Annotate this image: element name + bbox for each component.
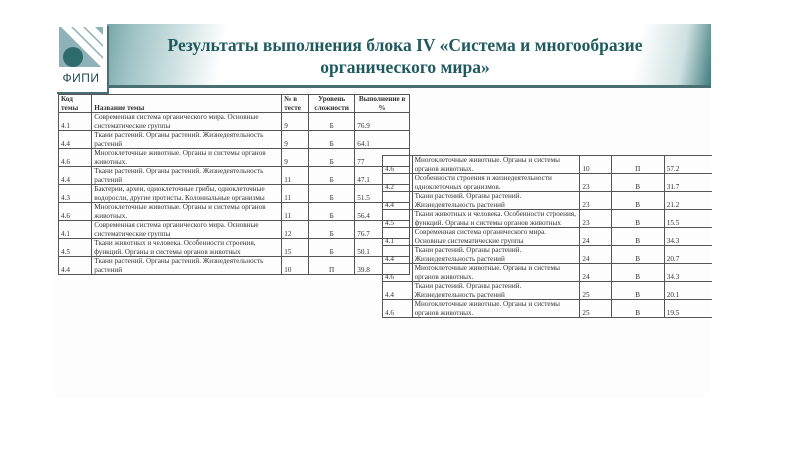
cell-level: П xyxy=(309,257,355,275)
cell-level: В xyxy=(611,246,664,264)
cell-name: Ткани растений. Органы растений. Жизнедеятельность растений xyxy=(92,167,282,185)
cell-code: 4.6 xyxy=(59,149,92,167)
cell-task-no: 9 xyxy=(282,131,309,149)
table-row xyxy=(383,192,713,210)
cell-task-no: 10 xyxy=(580,156,611,174)
cell-percent: 50.1 xyxy=(355,239,410,257)
cell-code: 4.6 xyxy=(383,156,413,174)
header-code: Код темы xyxy=(59,95,92,113)
cell-task-no: 10 xyxy=(282,257,309,275)
cell-code: 4.2 xyxy=(383,174,413,192)
table-row xyxy=(383,246,713,264)
cell-percent: 20.1 xyxy=(664,282,712,300)
cell-percent: 56.4 xyxy=(355,203,410,221)
results-table-left xyxy=(58,94,410,275)
cell-task-no: 24 xyxy=(580,264,611,282)
cell-name: Многоклеточные животные. Органы и системы органов животных. xyxy=(412,264,580,282)
cell-code: 4.1 xyxy=(59,221,92,239)
cell-percent: 19.5 xyxy=(664,300,712,318)
cell-task-no: 12 xyxy=(282,221,309,239)
table-row xyxy=(59,167,410,185)
cell-task-no: 23 xyxy=(580,192,611,210)
cell-code: 4.6 xyxy=(383,300,413,318)
cell-level: Б xyxy=(309,221,355,239)
cell-code: 4.5 xyxy=(59,239,92,257)
cell-name: Многоклеточные животные. Органы и системы органов животных. xyxy=(412,156,580,174)
table-row xyxy=(59,149,410,167)
cell-task-no: 9 xyxy=(282,113,309,131)
logo-emblem-icon xyxy=(59,27,103,67)
cell-code: 4.4 xyxy=(383,282,413,300)
cell-percent: 57.2 xyxy=(664,156,712,174)
cell-task-no: 23 xyxy=(580,210,611,228)
table-row xyxy=(59,185,410,203)
cell-level: В xyxy=(611,174,664,192)
cell-code: 4.4 xyxy=(383,246,413,264)
cell-level: В xyxy=(611,300,664,318)
table-row xyxy=(383,174,713,192)
cell-name: Современная система органического мира. Основные систематические группы xyxy=(92,113,282,131)
cell-level: Б xyxy=(309,131,355,149)
cell-code: 4.4 xyxy=(59,131,92,149)
header-name: Название темы xyxy=(92,95,282,113)
cell-task-no: 25 xyxy=(580,282,611,300)
table-header-row xyxy=(59,95,410,113)
cell-level: Б xyxy=(309,113,355,131)
table-row xyxy=(383,300,713,318)
slide xyxy=(55,24,711,398)
header-level: Уровень сложности xyxy=(309,95,355,113)
table-row xyxy=(59,239,410,257)
cell-task-no: 11 xyxy=(282,185,309,203)
header-percent: Выполнение в % xyxy=(355,95,410,113)
cell-code: 4.1 xyxy=(383,228,413,246)
table-row xyxy=(59,257,410,275)
cell-task-no: 11 xyxy=(282,203,309,221)
cell-name: Особенности строения и жизнедеятельности одноклеточных организмов. xyxy=(412,174,580,192)
cell-level: П xyxy=(611,156,664,174)
cell-level: Б xyxy=(309,239,355,257)
cell-percent: 20.7 xyxy=(664,246,712,264)
cell-percent: 34.3 xyxy=(664,228,712,246)
cell-name: Бактерии, археи, одноклеточные грибы, одноклеточные водоросли, другие протисты. Колониальные организмы xyxy=(92,185,282,203)
cell-code: 4.3 xyxy=(59,185,92,203)
cell-percent: 76.9 xyxy=(355,113,410,131)
results-table-right xyxy=(382,155,712,318)
cell-percent: 47.1 xyxy=(355,167,410,185)
cell-task-no: 9 xyxy=(282,149,309,167)
cell-task-no: 24 xyxy=(580,246,611,264)
fipi-logo xyxy=(55,24,107,92)
cell-level: В xyxy=(611,264,664,282)
cell-level: В xyxy=(611,228,664,246)
table-row xyxy=(59,221,410,239)
cell-percent: 15.5 xyxy=(664,210,712,228)
page-title: Результаты выполнения блока IV «Система и многообразие органического мира» xyxy=(167,35,643,77)
cell-level: В xyxy=(611,210,664,228)
cell-name: Ткани растений. Органы растений. Жизнедеятельность растений xyxy=(412,192,580,210)
cell-percent: 39.8 xyxy=(355,257,410,275)
cell-code: 4.1 xyxy=(59,113,92,131)
cell-task-no: 25 xyxy=(580,300,611,318)
cell-code: 4.6 xyxy=(59,203,92,221)
cell-code: 4.4 xyxy=(59,167,92,185)
table-row xyxy=(383,228,713,246)
header-task-no: № в тесте xyxy=(282,95,309,113)
cell-level: В xyxy=(611,192,664,210)
cell-name: Ткани животных и человека. Особенности строения, функций. Органы и системы органов животных xyxy=(92,239,282,257)
cell-level: Б xyxy=(309,203,355,221)
cell-name: Ткани растений. Органы растений. Жизнедеятельность растений xyxy=(92,257,282,275)
cell-task-no: 23 xyxy=(580,174,611,192)
table-row xyxy=(59,131,410,149)
cell-name: Многоклеточные животные. Органы и системы органов животных. xyxy=(92,149,282,167)
cell-level: Б xyxy=(309,149,355,167)
logo-circle xyxy=(63,47,83,67)
table-row xyxy=(383,282,713,300)
cell-name: Ткани растений. Органы растений. Жизнедеятельность растений xyxy=(412,246,580,264)
cell-task-no: 11 xyxy=(282,167,309,185)
cell-name: Современная система органического мира. Основные систематические группы xyxy=(92,221,282,239)
table-row xyxy=(383,156,713,174)
cell-task-no: 15 xyxy=(282,239,309,257)
cell-code: 4.4 xyxy=(383,192,413,210)
table-row xyxy=(59,203,410,221)
cell-percent: 64.1 xyxy=(355,131,410,149)
cell-name: Многоклеточные животные. Органы и системы органов животных. xyxy=(92,203,282,221)
cell-name: Современная система органического мира. Основные систематические группы xyxy=(412,228,580,246)
cell-level: Б xyxy=(309,167,355,185)
cell-name: Ткани растений. Органы растений. Жизнедеятельность растений xyxy=(412,282,580,300)
cell-percent: 34.3 xyxy=(664,264,712,282)
cell-percent: 51.5 xyxy=(355,185,410,203)
cell-name: Ткани растений. Органы растений. Жизнедеятельность растений xyxy=(92,131,282,149)
cell-percent: 76.7 xyxy=(355,221,410,239)
cell-level: Б xyxy=(309,185,355,203)
cell-percent: 77 xyxy=(355,149,410,167)
header-divider xyxy=(55,85,711,88)
cell-percent: 21.2 xyxy=(664,192,712,210)
cell-name: Многоклеточные животные. Органы и системы органов животных. xyxy=(412,300,580,318)
table-row xyxy=(383,264,713,282)
cell-code: 4.5 xyxy=(383,210,413,228)
cell-name: Ткани животных и человека. Особенности строения, функций. Органы и системы органов животных xyxy=(412,210,580,228)
cell-code: 4.4 xyxy=(59,257,92,275)
cell-percent: 31.7 xyxy=(664,174,712,192)
table-row xyxy=(383,210,713,228)
cell-task-no: 24 xyxy=(580,228,611,246)
logo-text: ФИПИ xyxy=(62,71,100,85)
table-row xyxy=(59,113,410,131)
cell-code: 4.6 xyxy=(383,264,413,282)
cell-level: В xyxy=(611,282,664,300)
